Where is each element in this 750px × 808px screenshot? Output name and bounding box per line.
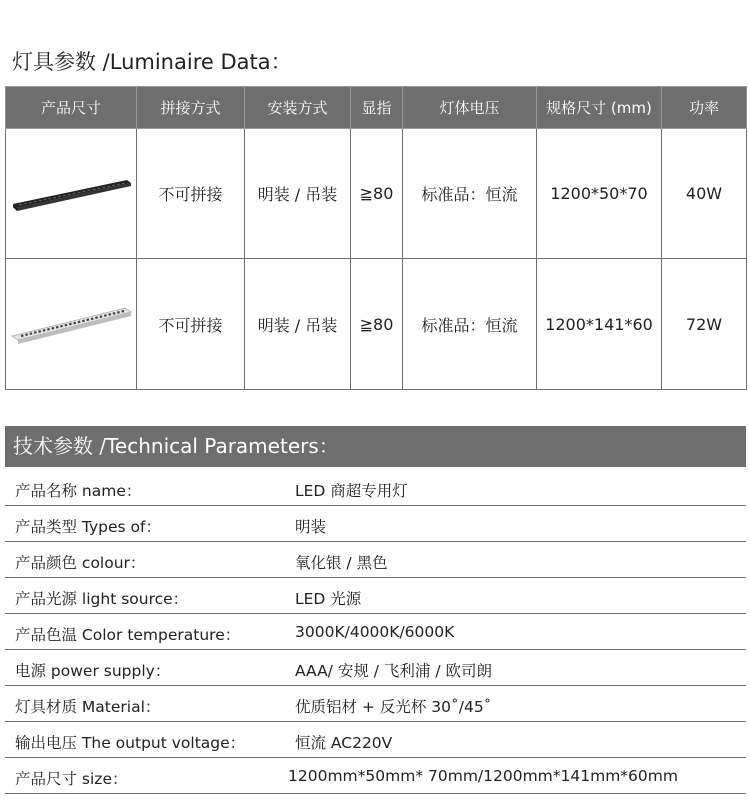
param-value: 1200mm*50mm* 70mm/1200mm*141mm*60mm bbox=[288, 767, 678, 785]
param-row-color-temperature bbox=[5, 614, 746, 650]
spec-size-cell: 1200*50*70 bbox=[537, 129, 662, 259]
voltage-cell: 标准品：恒流 bbox=[403, 259, 537, 390]
voltage-cell: 标准品：恒流 bbox=[403, 129, 537, 259]
param-row-colour bbox=[5, 542, 746, 578]
param-key: 产品尺寸 size： bbox=[15, 770, 128, 788]
linear-lamp-silver-icon bbox=[9, 302, 133, 346]
table-row bbox=[6, 129, 747, 259]
header-product-size: 产品尺寸 bbox=[6, 87, 137, 129]
param-row-light-source bbox=[5, 578, 746, 614]
cri-cell: ≧80 bbox=[351, 259, 403, 390]
header-cri: 显指 bbox=[351, 87, 403, 129]
spec-size-cell: 1200*141*60 bbox=[537, 259, 662, 390]
param-key: 输出电压 The output voltage： bbox=[15, 734, 246, 752]
param-row-output-voltage bbox=[5, 722, 746, 758]
param-key: 灯具材质 Material： bbox=[15, 698, 161, 716]
table-header-row bbox=[6, 87, 747, 129]
technical-parameters-list bbox=[5, 470, 746, 794]
param-row-name bbox=[5, 470, 746, 506]
header-spec-size: 规格尺寸 (mm) bbox=[537, 87, 662, 129]
param-key: 产品色温 Color temperature： bbox=[15, 626, 241, 644]
param-row-size bbox=[5, 758, 746, 794]
linear-lamp-black-icon bbox=[9, 174, 133, 214]
param-key: 产品名称 name： bbox=[15, 482, 142, 500]
splice-cell: 不可拼接 bbox=[137, 259, 245, 390]
param-key: 产品颜色 colour： bbox=[15, 554, 146, 572]
technical-parameters-title: 技术参数 /Technical Parameters： bbox=[5, 426, 746, 467]
splice-cell: 不可拼接 bbox=[137, 129, 245, 259]
power-cell: 72W bbox=[662, 259, 747, 390]
header-splice: 拼接方式 bbox=[137, 87, 245, 129]
param-key: 产品光源 light source： bbox=[15, 590, 189, 608]
install-cell: 明装 / 吊装 bbox=[245, 259, 351, 390]
luminaire-data-table bbox=[5, 86, 747, 390]
table-row bbox=[6, 259, 747, 390]
param-value: 优质铝材 + 反光杯 30˚/45˚ bbox=[295, 698, 492, 716]
power-cell: 40W bbox=[662, 129, 747, 259]
param-value: AAA/ 安规 / 飞利浦 / 欧司朗 bbox=[295, 662, 492, 680]
luminaire-data-title: 灯具参数 /Luminaire Data： bbox=[12, 50, 292, 74]
param-value: 3000K/4000K/6000K bbox=[295, 623, 455, 641]
param-key: 电源 power supply： bbox=[15, 662, 171, 680]
param-row-power-supply bbox=[5, 650, 746, 686]
param-value: 恒流 AC220V bbox=[295, 734, 393, 752]
param-value: LED 商超专用灯 bbox=[295, 482, 408, 500]
cri-cell: ≧80 bbox=[351, 129, 403, 259]
param-row-type bbox=[5, 506, 746, 542]
header-power: 功率 bbox=[662, 87, 747, 129]
param-value: LED 光源 bbox=[295, 590, 362, 608]
product-image-cell bbox=[6, 259, 137, 390]
install-cell: 明装 / 吊装 bbox=[245, 129, 351, 259]
param-row-material bbox=[5, 686, 746, 722]
header-install: 安装方式 bbox=[245, 87, 351, 129]
product-image-cell bbox=[6, 129, 137, 259]
param-key: 产品类型 Types of： bbox=[15, 518, 161, 536]
header-voltage: 灯体电压 bbox=[403, 87, 537, 129]
param-value: 明装 bbox=[295, 518, 327, 536]
param-value: 氧化银 / 黑色 bbox=[295, 554, 388, 572]
